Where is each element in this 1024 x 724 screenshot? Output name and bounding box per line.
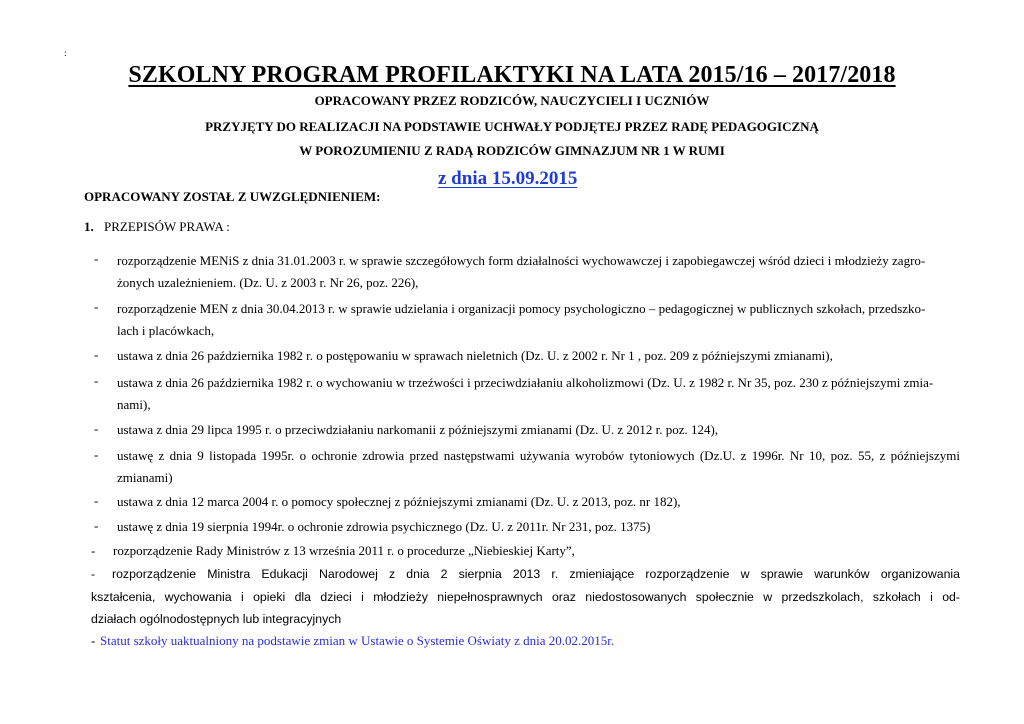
list-dash: - — [91, 633, 96, 648]
list-dash: - — [94, 493, 99, 508]
list-item-line: nami), — [117, 397, 151, 412]
list-dash: - — [94, 518, 99, 533]
list-dash: - — [94, 251, 99, 266]
list-item-line: zmianami) — [117, 470, 173, 485]
subtitle-authors: OPRACOWANY PRZEZ RODZICÓW, NAUCZYCIELI I UCZNIÓW — [314, 93, 710, 108]
list-dash: - — [94, 373, 99, 388]
list-item-line: rozporządzenie Ministra Edukacji Narodowej z dnia 2 sierpnia 2013 r. zmieniające rozporządzenie w sprawie warunków organizowania — [112, 567, 960, 581]
subtitle-agreement: W POROZUMIENIU Z RADĄ RODZICÓW GIMNAZJUM NR 1 W RUMI — [299, 143, 725, 158]
statut-note: Statut szkoły uaktualniony na podstawie zmian w Ustawie o Systemie Oświaty z dnia 20.02.2015r. — [100, 633, 615, 648]
subtitle-adoption: PRZYJĘTY DO REALIZACJI NA PODSTAWIE UCHWAŁY PODJĘTEJ PRZEZ RADĘ PEDAGOGICZNĄ — [205, 119, 819, 134]
list-dash: - — [94, 421, 99, 436]
list-item-line: działach ogólnodostępnych lub integracyjnych — [91, 612, 342, 626]
list-item-line: ustawa z dnia 29 lipca 1995 r. o przeciwdziałaniu narkomanii z późniejszymi zmianami (Dz. U. z 2012 r. poz. 124), — [117, 422, 719, 437]
list-dash: - — [91, 567, 96, 581]
list-item-line: żonych uzależnieniem. (Dz. U. z 2003 r. Nr 26, poz. 226), — [117, 275, 419, 290]
list-item-line: ustawa z dnia 26 października 1982 r. o wychowaniu w trzeźwości i przeciwdziałaniu alkoholizmowi (Dz. U. z 1982 r. Nr 35, poz. 230 z późniejszymi zmia- — [117, 375, 934, 390]
list-item-line: ustawę z dnia 19 sierpnia 1994r. o ochronie zdrowia psychicznego (Dz. U. z 2011r. Nr 231, poz. 1375) — [117, 519, 651, 534]
list-dash: - — [91, 543, 96, 558]
list-item-line: kształcenia, wychowania i opieki dla dzieci i młodzieży niepełnosprawnych oraz niedostosowanych społecznie w przedszkolach, szkołach i od- — [91, 590, 960, 604]
list-item-line: rozporządzenie Rady Ministrów z 13 września 2011 r. o procedurze „Niebieskiej Karty”, — [113, 543, 575, 558]
document-title: SZKOLNY PROGRAM PROFILAKTYKI NA LATA 2015/16 – 2017/2018 — [128, 62, 896, 88]
list-dash: - — [94, 447, 99, 462]
list-item-line: lach i placówkach, — [117, 323, 215, 338]
considered-heading: OPRACOWANY ZOSTAŁ Z UWZGLĘDNIENIEM: — [84, 189, 381, 204]
section-label: PRZEPISÓW PRAWA : — [104, 219, 230, 234]
list-item-line: ustawę z dnia 9 listopada 1995r. o ochronie zdrowia przed następstwami używania wyrobów tytoniowych (Dz.U. z 1996r. Nr 10, poz. 55, z późniejszymi — [117, 448, 960, 463]
section-number: 1. — [84, 219, 94, 234]
list-item-line: ustawa z dnia 26 października 1982 r. o postępowaniu w sprawach nieletnich (Dz. U. z 2002 r. Nr 1 , poz. 209 z późniejszymi zmianami), — [117, 348, 833, 363]
list-dash: - — [94, 299, 99, 314]
document-date: z dnia 15.09.2015 — [438, 168, 578, 189]
list-item-line: rozporządzenie MENiS z dnia 31.01.2003 r. w sprawie szczegółowych form działalności wychowawczej i zapobiegawczej wśród dzieci i młodzieży zagro- — [117, 253, 926, 268]
list-item-line: ustawa z dnia 12 marca 2004 r. o pomocy społecznej z późniejszymi zmianami (Dz. U. z 2013, poz. nr 182), — [117, 494, 681, 509]
list-item-line: rozporządzenie MEN z dnia 30.04.2013 r. w sprawie udzielania i organizacji pomocy psychologiczno – pedagogicznej w publicznych szkołach, przedszko- — [117, 301, 926, 316]
list-dash: - — [94, 347, 99, 362]
page-marker: : — [64, 48, 67, 58]
